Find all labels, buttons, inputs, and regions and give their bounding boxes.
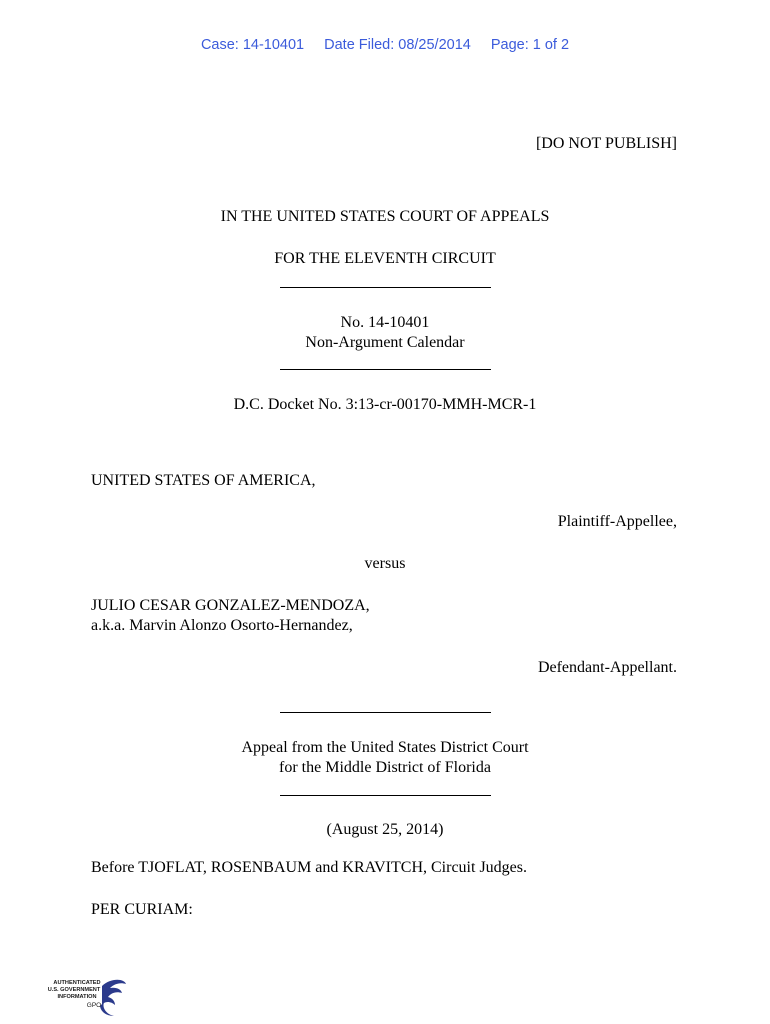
defendant-name: JULIO CESAR GONZALEZ-MENDOZA, — [91, 597, 370, 614]
versus-label: versus — [364, 555, 406, 572]
circuit-name: FOR THE ELEVENTH CIRCUIT — [274, 250, 496, 267]
logo-text-line3: INFORMATION — [57, 994, 97, 1000]
plaintiff-name: UNITED STATES OF AMERICA, — [91, 472, 316, 489]
divider — [280, 287, 491, 288]
appeal-district: for the Middle District of Florida — [279, 759, 491, 776]
docket-number: D.C. Docket No. 3:13-cr-00170-MMH-MCR-1 — [233, 396, 537, 413]
logo-text-line4: GPO — [86, 1002, 102, 1009]
gpo-authentication-logo — [44, 976, 134, 1018]
divider — [280, 369, 491, 370]
case-number: No. 14-10401 — [340, 314, 430, 331]
defendant-aka: a.k.a. Marvin Alonzo Osorto-Hernandez, — [91, 617, 353, 634]
divider — [280, 712, 491, 713]
logo-text-line1: AUTHENTICATED — [53, 980, 101, 986]
filing-stamp — [0, 37, 770, 53]
case-stamp: Case: 14-10401 — [200, 37, 305, 53]
appeal-origin: Appeal from the United States District Court — [241, 739, 529, 756]
calendar-type: Non-Argument Calendar — [305, 334, 465, 351]
per-curiam: PER CURIAM: — [91, 901, 193, 918]
page-stamp: Page: 1 of 2 — [490, 37, 570, 53]
publish-note: [DO NOT PUBLISH] — [535, 135, 677, 152]
decision-date: (August 25, 2014) — [326, 821, 444, 838]
court-name: IN THE UNITED STATES COURT OF APPEALS — [220, 208, 550, 225]
panel-judges: Before TJOFLAT, ROSENBAUM and KRAVITCH, Circuit Judges. — [91, 859, 527, 876]
defendant-role: Defendant-Appellant. — [537, 659, 677, 676]
logo-text-line2: U.S. GOVERNMENT — [47, 987, 101, 993]
date-filed-stamp: Date Filed: 08/25/2014 — [324, 37, 471, 53]
divider — [280, 795, 491, 796]
plaintiff-role: Plaintiff-Appellee, — [557, 513, 677, 530]
